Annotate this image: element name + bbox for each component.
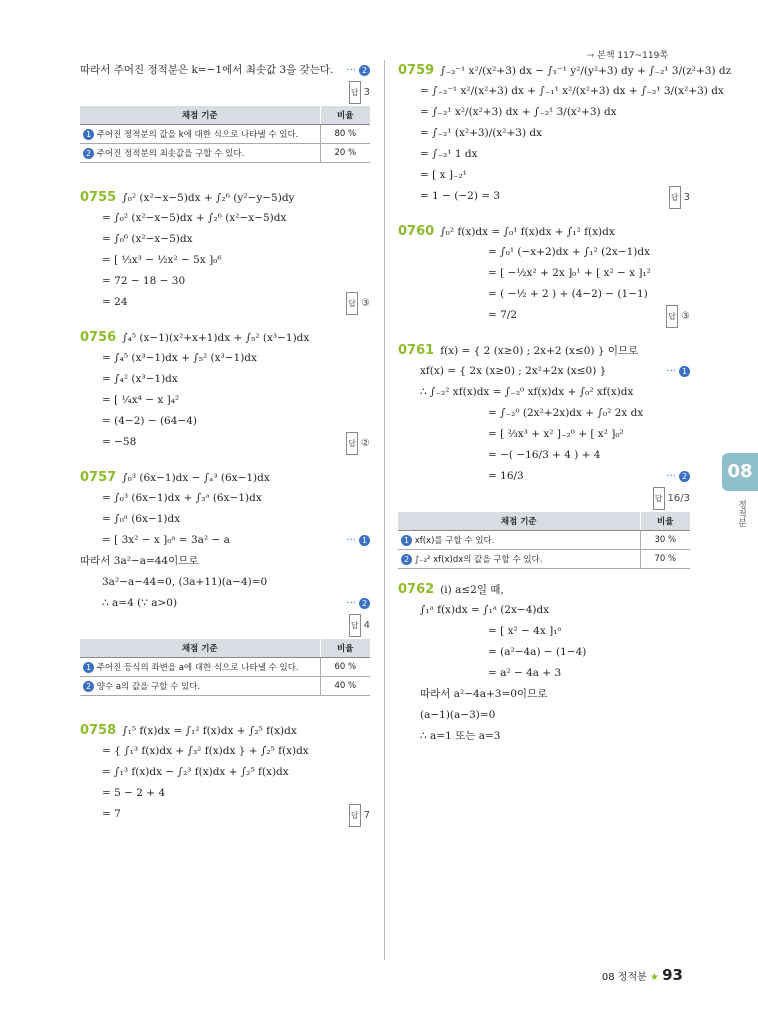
right-column (398, 60, 732, 747)
table-row: 1 주어진 정적분의 값을 k에 대한 식으로 나타낼 수 있다. 80 % (80, 125, 370, 144)
step-marker: ··· 2 (346, 60, 370, 81)
step-marker: ··· 1 (346, 530, 370, 551)
answer: 답 16/3 (653, 487, 690, 510)
page-footer (602, 966, 683, 984)
step-marker: ··· 1 (666, 361, 690, 382)
problem-number: 0759 (398, 63, 435, 78)
footer-chapter: 08 정적분 (601, 972, 647, 983)
column-divider (384, 60, 385, 960)
answer: 답 3 (349, 81, 370, 104)
problem-0761: 0761 f(x) = { 2 (x≥0) ; 2x+2 (x≤0) } 이므로 xf(x) = { 2x (x≥0) ; 2x²+2x (x≤0) } ··· 1 ∴ ∫₋₂² xf(x)dx = ∫₋₂⁰ xf(x)dx + ∫₀² xf(x)dx = ∫₋₂⁰ (2x²+2x)dx + ∫₀² 2x dx = [ ⅔x³ + x² ]₋₂⁰ + [ x² ]₀² = −( −16/3 + 4 ) + 4 = 16/3 ··· 2 답 16/3 (398, 340, 690, 508)
problem-0759: 0759 ∫₋₂⁻¹ x²/(x²+3) dx − ∫₁⁻¹ y²/(y²+3) dy + ∫₋₂¹ 3/(z²+3) dz = ∫₋₂⁻¹ x²/(x²+3) dx + ∫₋₁¹ x²/(x²+3) dx + ∫₋₂¹ 3/(x²+3) dx = ∫₋₂¹ x²/(x²+3) dx + ∫₋₂¹ 3/(x²+3) dx = ∫₋₂¹ (x²+3)/(x²+3) dx = ∫₋₂¹ 1 dx = [ x ]₋₂¹ = 1 − (−2) = 3 답 3 (398, 60, 690, 207)
reference-pages: 본책 117~119쪽 (597, 51, 668, 61)
intro-line: 따라서 주어진 정적분은 k=−1에서 최솟값 3을 갖는다. ··· 2 (80, 60, 370, 81)
scoring-table-2: 채점 기준 비율 1 주어진 등식의 좌변을 a에 대한 식으로 나타낼 수 있다. 60 % 2 양수 a의 값을 구할 수 있다. 40 % (80, 639, 370, 696)
page-number: 93 (662, 966, 683, 984)
problem-0760: 0760 ∫₀² f(x)dx = ∫₀¹ f(x)dx + ∫₁² f(x)dx = ∫₀¹ (−x+2)dx + ∫₁² (2x−1)dx = [ −½x² + 2x ]₀¹ + [ x² − x ]₁² = ( −½ + 2 ) + (4−2) − (1−1) = 7/2 답 ③ (398, 221, 690, 326)
problem-number: 0755 (80, 190, 117, 205)
answer: 답 7 (349, 804, 370, 827)
problem-number: 0756 (80, 330, 117, 345)
problem-0758: 0758 ∫₁⁵ f(x)dx = ∫₁² f(x)dx + ∫₂⁵ f(x)dx = { ∫₁³ f(x)dx + ∫₃² f(x)dx } + ∫₂⁵ f(x)dx = ∫₁³ f(x)dx − ∫₂³ f(x)dx + ∫₂⁵ f(x)dx = 5 − 2 + 4 = 7 답 7 (80, 720, 370, 825)
problem-number: 0758 (80, 723, 117, 738)
answer: 답 ③ (346, 292, 370, 315)
table-row: 1 주어진 등식의 좌변을 a에 대한 식으로 나타낼 수 있다. 60 % (80, 658, 370, 677)
answer: 답 4 (349, 614, 370, 637)
answer-line (80, 81, 370, 102)
scoring-table-1: 채점 기준 비율 1 주어진 정적분의 값을 k에 대한 식으로 나타낼 수 있다. 80 % 2 주어진 정적분의 최솟값을 구할 수 있다. 20 % (80, 106, 370, 163)
step-marker: ··· 2 (346, 593, 370, 614)
answer: 답 ③ (666, 305, 690, 328)
table-row: 1 xf(x)를 구할 수 있다. 30 % (398, 531, 690, 550)
answer: 답 ② (346, 432, 370, 455)
scoring-table-3: 채점 기준 비율 1 xf(x)를 구할 수 있다. 30 % 2 ∫₋₂² xf(x)dx의 값을 구할 수 있다. 70 % (398, 512, 690, 569)
problem-0762: 0762 (i) a≤2일 때, ∫₁ᵃ f(x)dx = ∫₁ᵃ (2x−4)dx = [ x² − 4x ]₁ᵃ = (a²−4a) − (1−4) = a² − 4a + 3 따라서 a²−4a+3=0이므로 (a−1)(a−3)=0 ∴ a=1 또는 a=3 (398, 582, 587, 742)
star-icon: ★ (649, 972, 659, 983)
step-marker: ··· 2 (666, 466, 690, 487)
table-row: 2 주어진 정적분의 최솟값을 구할 수 있다. 20 % (80, 144, 370, 163)
problem-0755: 0755 ∫₀² (x²−x−5)dx + ∫₂⁶ (y²−y−5)dy = ∫₀² (x²−x−5)dx + ∫₂⁶ (x²−x−5)dx = ∫₀⁶ (x²−x−5)dx = [ ⅓x³ − ½x² − 5x ]₀⁶ = 72 − 18 − 30 = 24 답 ③ (80, 187, 370, 313)
problem-number: 0760 (398, 224, 435, 239)
problem-0757: 0757 ∫₀³ (6x−1)dx − ∫ₐ³ (6x−1)dx = ∫₀³ (6x−1)dx + ∫₃ᵃ (6x−1)dx = ∫₀ᵃ (6x−1)dx = [ 3x² − x ]₀ᵃ = 3a² − a ··· 1 따라서 3a²−a=44이므로 3a²−a−44=0, (3a+11)(a−4)=0 ∴ a=4 (∵ a>0) ··· 2 답 4 (80, 467, 370, 635)
problem-number: 0761 (398, 343, 435, 358)
problem-0756: 0756 ∫₄⁵ (x−1)(x²+x+1)dx + ∫₅² (x³−1)dx = ∫₄⁵ (x³−1)dx + ∫₅² (x³−1)dx = ∫₄² (x³−1)dx = [ ¼x⁴ − x ]₄² = (4−2) − (64−4) = −58 답 ② (80, 327, 370, 453)
problem-number: 0757 (80, 470, 117, 485)
page-header-reference: → 본책 117~119쪽 (586, 51, 668, 61)
chapter-tab: 08 (722, 453, 758, 491)
problem-number: 0762 (398, 582, 435, 597)
left-column (80, 60, 370, 825)
table-row: 2 양수 a의 값을 구할 수 있다. 40 % (80, 677, 370, 696)
table-row: 2 ∫₋₂² xf(x)dx의 값을 구할 수 있다. 70 % (398, 550, 690, 569)
answer: 답 3 (669, 186, 690, 209)
chapter-tab-label: 정적분 (736, 500, 746, 527)
